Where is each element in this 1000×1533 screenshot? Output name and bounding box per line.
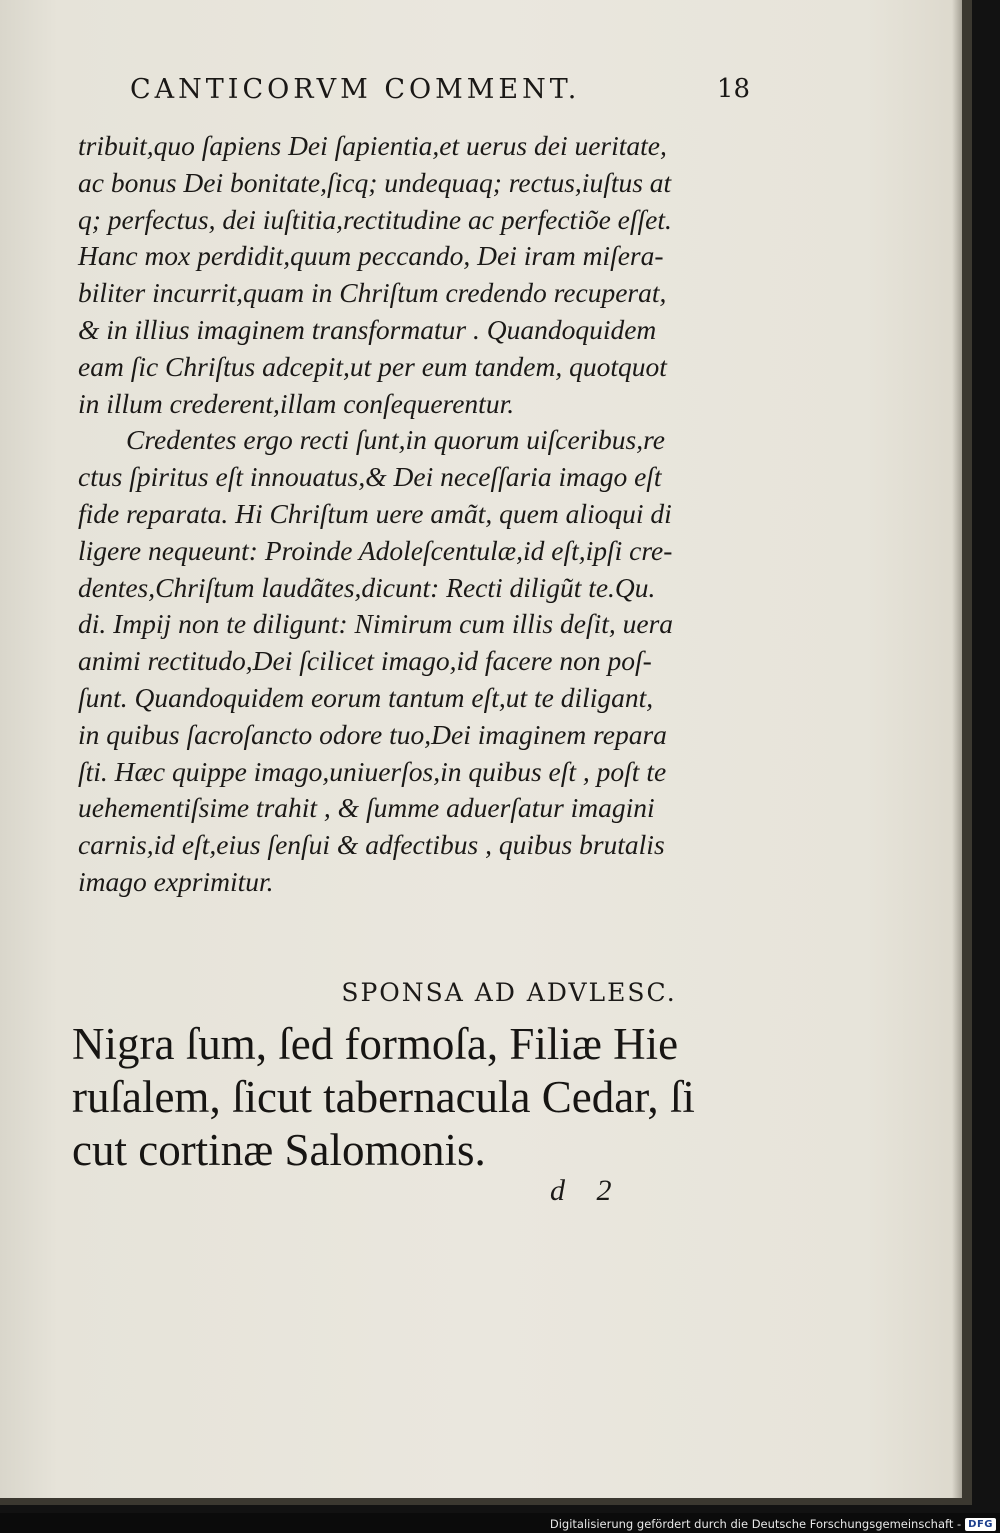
verse-line: ruſalem, ſicut tabernacula Cedar, ſi	[72, 1072, 695, 1122]
commentary-text	[78, 128, 758, 901]
text-line: imago exprimitur.	[78, 865, 274, 897]
text-line: carnis,id eſt,eius ſenſui & adfectibus , quibus brutalis	[78, 829, 665, 861]
text-line: in illum crederent,illam conſequerentur.	[78, 387, 515, 419]
scripture-verse	[72, 1018, 772, 1177]
text-line: animi rectitudo,Dei ſcilicet imago,id facere non poſ-	[78, 645, 652, 677]
text-line: q; perfectus, dei iuſtitia,rectitudine ac perfectiõe eſſet.	[78, 203, 672, 235]
page-number: 18	[716, 74, 750, 104]
text-line: in quibus ſacroſancto odore tuo,Dei imaginem repara	[78, 718, 667, 750]
digitization-footer	[550, 1515, 996, 1533]
text-line: Hanc mox perdidit,quum peccando, Dei iram miſera-	[78, 240, 664, 272]
running-head-title: CANTICORVM COMMENT.	[130, 74, 581, 105]
verse-line: Nigra ſum, ſed formoſa, Filiæ Hie	[72, 1019, 679, 1069]
text-line: di. Impij non te diligunt: Nimirum cum illis deſit, uera	[78, 608, 674, 640]
text-line: ac bonus Dei bonitate,ſicq; undequaq; rectus,iuſtus at	[78, 166, 672, 198]
signature-mark: d 2	[550, 1174, 624, 1207]
section-heading: SPONSA AD ADVLESC.	[341, 978, 677, 1007]
footer-credit: Digitalisierung gefördert durch die Deutsche Forschungsgemeinschaft -	[549, 1517, 962, 1531]
verse-line: cut cortinæ Salomonis.	[72, 1125, 486, 1175]
text-line: fide reparata. Hi Chriſtum uere amãt, quem alioqui di	[78, 497, 672, 529]
running-head	[130, 74, 750, 114]
text-line: Credentes ergo recti ſunt,in quorum uiſceribus,re	[126, 424, 665, 456]
text-line: eam ſic Chriſtus adcepit,ut per eum tandem, quotquot	[78, 350, 667, 382]
text-line: uehementiſsime trahit , & ſumme aduerſatur imagini	[78, 792, 655, 824]
text-line: dentes,Chriſtum laudãtes,dicunt: Recti diligũt te.Qu.	[78, 571, 656, 603]
text-line: tribuit,quo ſapiens Dei ſapientia,et uerus dei ueritate,	[78, 130, 667, 161]
text-line: & in illius imaginem transformatur . Quandoquidem	[78, 313, 657, 345]
text-line: ligere nequeunt: Proinde Adoleſcentulæ,id eſt,ipſi cre-	[78, 534, 673, 566]
dfg-logo-icon: DFG	[965, 1518, 996, 1531]
text-line: ctus ſpiritus eſt innouatus,& Dei neceſſaria imago eſt	[78, 461, 662, 493]
text-line: biliter incurrit,quam in Chriſtum credendo recuperat,	[78, 277, 667, 309]
text-line: ſti. Hæc quippe imago,uniuerſos,in quibus eſt , poſt te	[78, 755, 667, 787]
text-line: ſunt. Quandoquidem eorum tantum eſt,ut te diligant,	[78, 681, 654, 713]
